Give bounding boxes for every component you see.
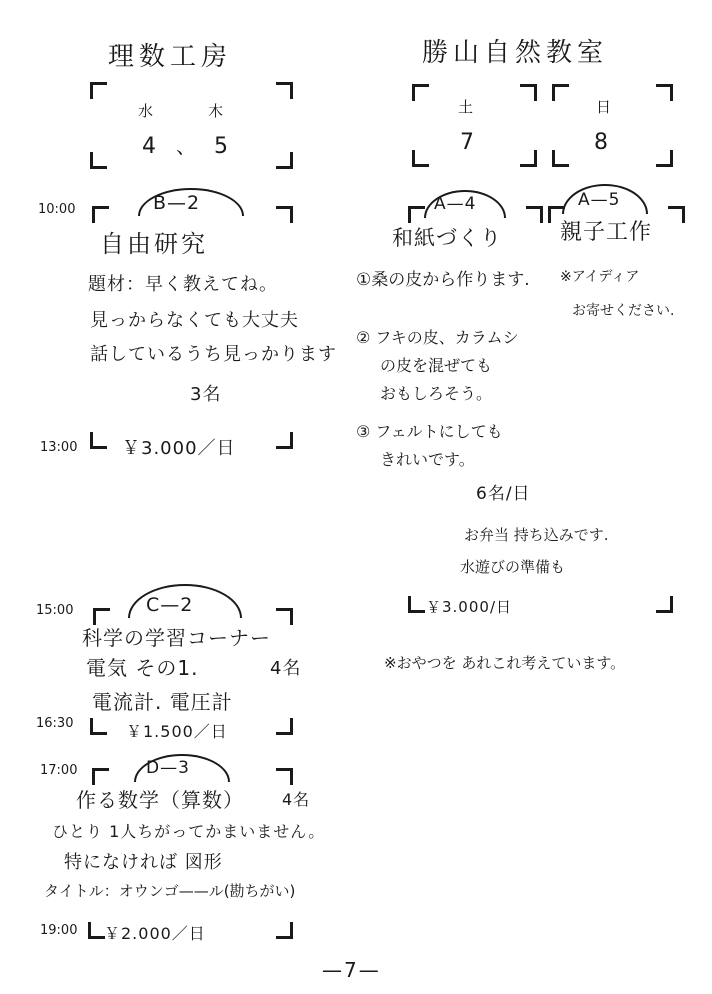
date-sep: 、 xyxy=(176,134,196,158)
capacity: 4名 xyxy=(282,790,311,809)
bracket xyxy=(408,206,425,223)
start-time: 10:00 xyxy=(38,202,76,217)
end-time: 13:00 xyxy=(40,440,78,455)
page-number: —7— xyxy=(322,958,381,982)
bracket xyxy=(276,152,293,169)
bracket xyxy=(276,718,293,735)
bracket xyxy=(88,922,105,939)
price: ￥2.000／日 xyxy=(104,924,206,943)
day-sun: 日 xyxy=(596,98,613,116)
code-a5: A—5 xyxy=(578,190,621,210)
bracket xyxy=(668,206,685,223)
desc-line-2: 特になければ 図形 xyxy=(64,852,223,873)
bracket xyxy=(90,82,107,99)
water-line: 水遊びの準備も xyxy=(460,558,566,576)
item-3b: きれいです。 xyxy=(380,450,475,469)
item-3a: ③ フェルトにしても xyxy=(356,422,503,441)
session-name: 自由研究 xyxy=(100,230,208,258)
day-sat: 土 xyxy=(458,98,475,116)
bracket xyxy=(276,608,293,625)
bracket xyxy=(520,84,537,101)
bracket xyxy=(656,150,673,167)
date-8: 8 xyxy=(594,130,608,155)
bracket xyxy=(93,608,110,625)
left-title: 理数工房 xyxy=(108,42,233,72)
start-time: 17:00 xyxy=(40,763,78,778)
item-2c: おもしろそう。 xyxy=(380,384,493,403)
desc-line-1: ひとり 1人ちがってかまいません。 xyxy=(52,822,326,841)
price: ￥1.500／日 xyxy=(126,722,228,741)
note-2: お寄せください. xyxy=(572,303,675,319)
date-4: 4 xyxy=(142,134,156,159)
session-name: 科学の学習コーナー xyxy=(82,626,271,650)
name-a5: 親子工作 xyxy=(560,220,653,245)
price: ￥3.000/日 xyxy=(426,598,512,616)
end-time: 16:30 xyxy=(36,716,74,731)
desc-line-3: 話しているうち見っかります xyxy=(90,344,337,365)
bracket xyxy=(90,718,107,735)
bracket xyxy=(276,922,293,939)
bento-line: お弁当 持ち込みです. xyxy=(464,526,609,544)
bracket xyxy=(92,206,109,223)
desc-line-1: 題材：早く教えてね。 xyxy=(88,274,278,295)
note-1: ※アイディア xyxy=(560,269,640,285)
session-name: 作る数学（算数） xyxy=(76,788,244,812)
end-time: 19:00 xyxy=(40,923,78,938)
bracket xyxy=(90,152,107,169)
bracket xyxy=(276,432,293,449)
item-2b: の皮を混ぜても xyxy=(380,356,493,375)
bracket xyxy=(276,768,293,785)
snack-note: ※おやつを あれこれ考えています。 xyxy=(384,654,626,672)
right-title: 勝山自然教室 xyxy=(422,38,609,68)
bracket xyxy=(656,596,673,613)
date-7: 7 xyxy=(460,130,474,155)
bracket xyxy=(552,84,569,101)
bracket xyxy=(656,84,673,101)
day-wed: 水 xyxy=(138,102,155,120)
session-code: B—2 xyxy=(153,192,201,214)
bracket xyxy=(90,432,107,449)
bracket xyxy=(412,150,429,167)
bracket xyxy=(276,82,293,99)
item-1: ①桑の皮から作ります. xyxy=(356,270,530,290)
bracket xyxy=(412,84,429,101)
name-a4: 和紙づくり xyxy=(392,226,502,250)
topic-line: 電気 その1. xyxy=(86,656,199,680)
title-line: タイトル：オウンゴ——ル(勘ちがい) xyxy=(44,882,296,900)
price: ￥3.000／日 xyxy=(122,438,236,459)
tools-line: 電流計. 電圧計 xyxy=(92,690,233,714)
bracket xyxy=(552,150,569,167)
start-time: 15:00 xyxy=(36,603,74,618)
bracket xyxy=(520,150,537,167)
session-code: D—3 xyxy=(146,758,190,778)
desc-line-2: 見っからなくても大丈夫 xyxy=(90,310,299,331)
date-5: 5 xyxy=(214,134,228,159)
capacity: 4名 xyxy=(270,658,302,679)
session-code: C—2 xyxy=(146,594,194,616)
capacity: 6名/日 xyxy=(476,484,531,504)
day-thu: 木 xyxy=(208,102,225,120)
bracket xyxy=(276,206,293,223)
capacity: 3名 xyxy=(190,384,222,405)
bracket xyxy=(526,206,543,223)
item-2a: ② フキの皮、カラムシ xyxy=(356,328,519,347)
code-a4: A—4 xyxy=(434,194,477,214)
bracket xyxy=(92,768,109,785)
bracket xyxy=(408,596,425,613)
